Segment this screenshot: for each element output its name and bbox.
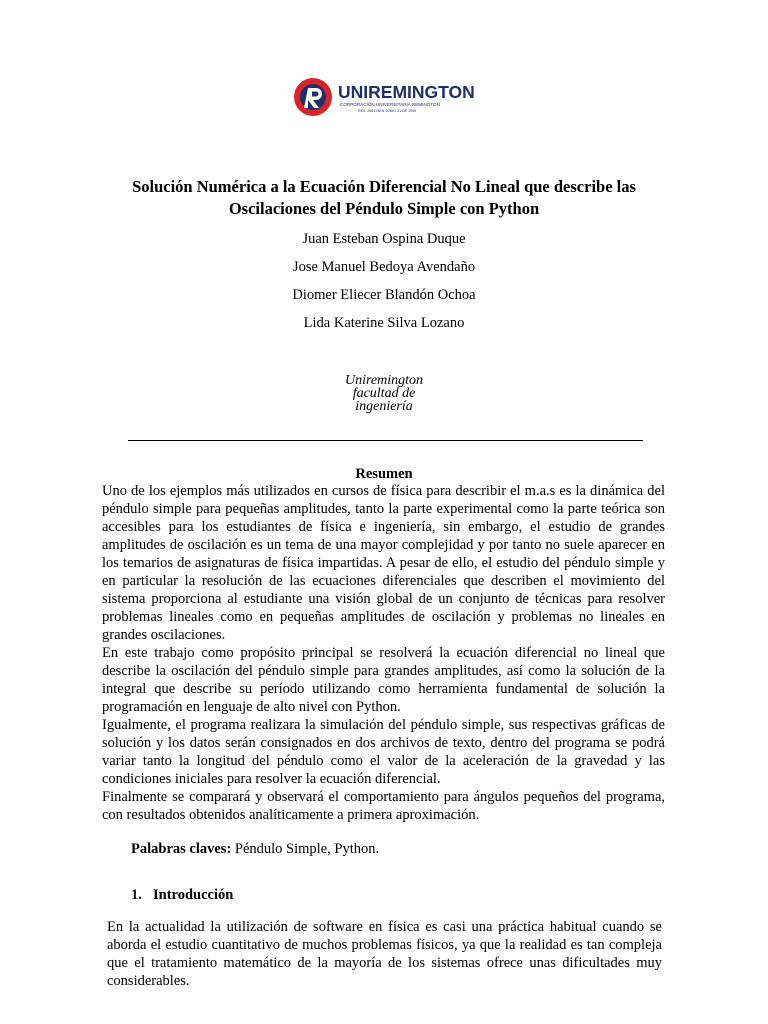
logo-subline: CORPORACIÓN UNIVERSITARIA REMINGTON [340, 102, 440, 107]
logo-wordmark: UNIREMINGTON [338, 82, 475, 102]
keywords-value: Péndulo Simple, Python. [231, 841, 380, 857]
section-title: Introducción [153, 887, 234, 903]
paper-title: Solución Numérica a la Ecuación Diferencial No Lineal que describe las Oscilaciones del Péndulo Simple con Python [132, 177, 636, 218]
abstract-paragraph: Igualmente, el programa realizara la simulación del péndulo simple, sus respectivas gráficas de solución y los datos serán consignados en dos archivos de texto, dentro del programa se podrá variar tanto la longitud del péndulo como el valor de la aceleración de la gravedad y las condiciones iniciales para resolver la ecuación diferencial. [102, 717, 665, 787]
author-name: Jose Manuel Bedoya Avendaño [292, 259, 476, 275]
logo-resolution: RES. 2661 MEN JUNIO 21 DE 1996 [358, 109, 417, 113]
keywords-label: Palabras claves: [131, 841, 232, 857]
abstract-paragraph: Finalmente se comparará y observará el comportamiento para ángulos pequeños del programa, con resultados obtenidos analíticamente a primera aproximación. [102, 789, 665, 823]
logo-emblem-icon [292, 76, 482, 120]
affiliation-line: Uniremington [344, 373, 424, 388]
section-heading [131, 886, 233, 904]
author-name: Juan Esteban Ospina Duque [302, 231, 466, 247]
abstract-heading: Resumen [355, 466, 413, 482]
affiliation-line: facultad de [352, 386, 416, 401]
affiliation-line: ingeniería [355, 399, 413, 414]
keywords [131, 840, 379, 858]
divider-rule [128, 440, 643, 441]
abstract-body [102, 482, 665, 824]
author-name: Diomer Eliecer Blandón Ochoa [292, 287, 476, 303]
affiliation [284, 374, 484, 413]
abstract-paragraph: En este trabajo como propósito principal se resolverá la ecuación diferencial no lineal que describe la oscilación del péndulo simple para grandes amplitudes, así como la solución de la integral que describe su período utilizando como herramienta fundamental de solución la programación en lenguaje de alto nivel con Python. [102, 645, 665, 715]
uniremington-logo [292, 76, 482, 120]
abstract-paragraph: Uno de los ejemplos más utilizados en cursos de física para describir el m.a.s es la dinámica del péndulo simple para pequeñas amplitudes, tanto la parte experimental como la parte teórica son accesibles para los estudiantes de física e ingeniería, sin embargo, el estudio de grandes amplitudes de oscilación es un tema de una mayor complejidad y por tanto no suele aparecer en los temarios de asignaturas de física impartidas. A pesar de ello, el estudio del péndulo simple y en particular la resolución de las ecuaciones diferenciales que describen el movimiento del sistema proporciona al estudiante una visión global de un conjunto de técnicas para resolver problemas lineales como en pequeñas amplitudes de oscilación y problemas no lineales en grandes oscilaciones. [102, 483, 665, 643]
intro-paragraph: En la actualidad la utilización de software en física es casi una práctica habitual cuando se aborda el estudio cuantitativo de muchos problemas físicos, ya que la realidad es tan compleja que el tratamiento matemático de la mayoría de los sistemas ofrece unas dificultades muy considerables. [107, 919, 662, 989]
author-name: Lida Katerine Silva Lozano [303, 315, 465, 331]
section-number: 1. [131, 887, 142, 903]
